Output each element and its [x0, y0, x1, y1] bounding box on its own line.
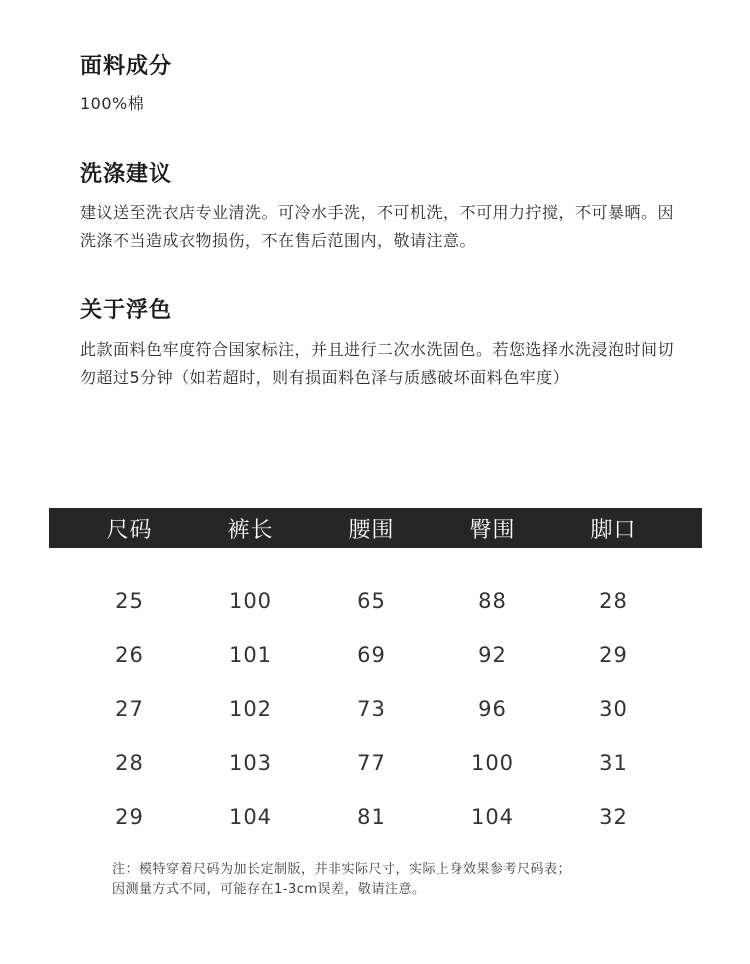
cell-waist: 81	[357, 805, 386, 829]
fabric-section	[80, 52, 685, 118]
cell-hip: 92	[478, 643, 507, 667]
table-row	[49, 574, 702, 628]
header-waist: 腰围	[348, 517, 395, 543]
cell-hip: 96	[478, 697, 507, 721]
note-line-1: 注：模特穿着尺码为加长定制版，并非实际尺寸，实际上身效果参考尺码表；	[112, 862, 572, 877]
fading-heading: 关于浮色	[80, 298, 173, 323]
cell-length: 104	[228, 805, 273, 829]
cell-hem: 29	[599, 643, 628, 667]
size-table-header	[49, 508, 702, 548]
cell-length: 101	[228, 643, 273, 667]
size-table-body	[49, 574, 702, 844]
header-hip: 臀围	[469, 517, 516, 543]
cell-size: 25	[115, 589, 144, 613]
cell-hem: 32	[599, 805, 628, 829]
cell-waist: 77	[357, 751, 386, 775]
cell-size: 28	[115, 751, 144, 775]
washing-section	[80, 160, 685, 255]
size-table	[49, 508, 702, 844]
cell-size: 26	[115, 643, 144, 667]
cell-length: 100	[228, 589, 273, 613]
note-line-2: 因测量方式不同，可能存在1-3cm误差，敬请注意。	[112, 882, 426, 897]
cell-hem: 31	[599, 751, 628, 775]
header-hem: 脚口	[590, 517, 637, 543]
cell-size: 29	[115, 805, 144, 829]
size-note	[112, 860, 702, 900]
header-size: 尺码	[106, 517, 153, 543]
cell-waist: 73	[357, 697, 386, 721]
table-row	[49, 790, 702, 844]
cell-hip: 88	[478, 589, 507, 613]
header-length: 裤长	[227, 517, 274, 543]
table-row	[49, 736, 702, 790]
table-row	[49, 682, 702, 736]
cell-hem: 28	[599, 589, 628, 613]
fabric-text: 100%棉	[80, 94, 145, 113]
washing-text: 建议送至洗衣店专业清洗。可冷水手洗，不可机洗，不可用力拧搅，不可暴晒。因洗涤不当造成衣物损伤，不在售后范围内，敬请注意。	[80, 203, 675, 250]
cell-waist: 65	[357, 589, 386, 613]
washing-heading: 洗涤建议	[80, 162, 173, 187]
cell-hem: 30	[599, 697, 628, 721]
cell-waist: 69	[357, 643, 386, 667]
cell-hip: 100	[470, 751, 515, 775]
table-row	[49, 628, 702, 682]
cell-length: 103	[228, 751, 273, 775]
cell-length: 102	[228, 697, 273, 721]
fading-text: 此款面料色牢度符合国家标注，并且进行二次水洗固色。若您选择水洗浸泡时间切勿超过5分钟（如若超时，则有损面料色泽与质感破坏面料色牢度）	[80, 340, 675, 387]
cell-hip: 104	[470, 805, 515, 829]
fading-section	[80, 296, 685, 392]
fabric-heading: 面料成分	[80, 54, 173, 79]
cell-size: 27	[115, 697, 144, 721]
